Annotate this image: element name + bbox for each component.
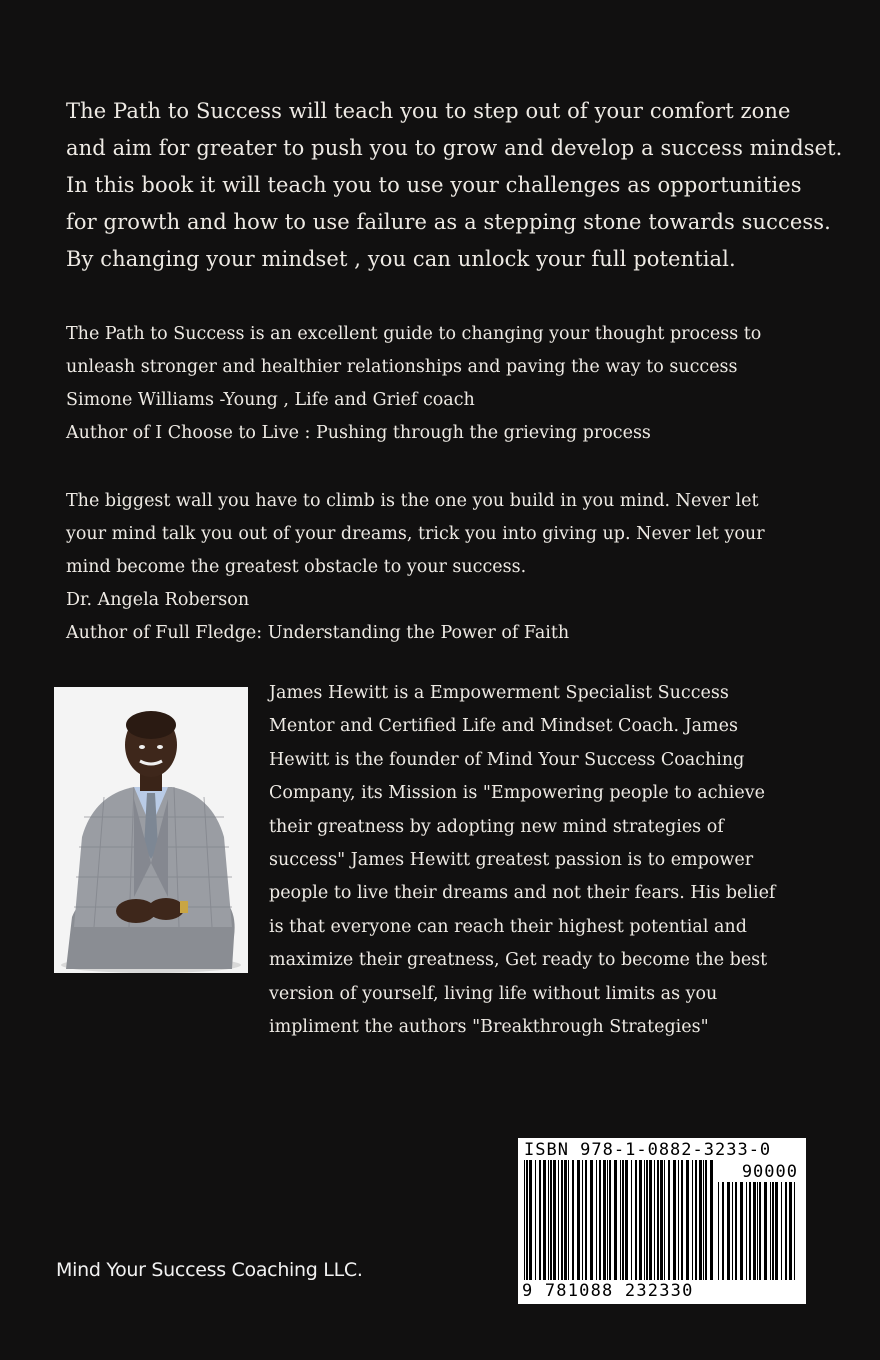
barcode-bar — [529, 1160, 532, 1280]
barcode-bar — [699, 1160, 702, 1280]
barcode-bar — [657, 1160, 659, 1280]
barcode-bar — [585, 1160, 587, 1280]
author-bio — [269, 677, 849, 1044]
barcode-bar — [775, 1182, 778, 1280]
ean-barcode-bars — [524, 1160, 714, 1280]
barcode-bar — [785, 1182, 787, 1280]
barcode-bar — [759, 1182, 761, 1280]
endorsement-line: your mind talk you out of your dreams, trick you into giving up. Never let your — [66, 524, 765, 544]
price-code: 90000 — [741, 1162, 798, 1182]
barcode-bar — [553, 1160, 556, 1280]
bio-line: impliment the authors "Breakthrough Strategies" — [269, 1017, 709, 1038]
barcode-bar — [548, 1160, 549, 1280]
barcode-bar — [535, 1160, 536, 1280]
bio-line: their greatness by adopting new mind strategies of — [269, 816, 724, 837]
endorsement-line: The Path to Success is an excellent guide to changing your thought process to — [66, 324, 762, 344]
barcode-bar — [695, 1160, 697, 1280]
barcode-bar — [625, 1160, 628, 1280]
endorsement-line: mind become the greatest obstacle to your success. — [66, 557, 527, 577]
bio-line: people to live their dreams and not their fears. His belief — [269, 883, 776, 904]
barcode-bar — [614, 1160, 617, 1280]
bio-line: Hewitt is the founder of Mind Your Success Coaching — [269, 749, 745, 770]
barcode-bar — [722, 1182, 724, 1280]
barcode-bar — [753, 1182, 756, 1280]
barcode-bar — [727, 1182, 730, 1280]
barcode-bar — [770, 1182, 771, 1280]
bio-line: version of yourself, living life without limits as you — [269, 983, 718, 1004]
isbn-barcode — [518, 1138, 806, 1304]
endorsement-author: Simone Williams -Young , Life and Grief coach — [66, 390, 475, 410]
endorsement-author-book: Author of I Choose to Live : Pushing through the grieving process — [66, 423, 651, 443]
barcode-bar — [607, 1160, 608, 1280]
blurb-line: for growth and how to use failure as a stepping stone towards success. — [66, 210, 831, 234]
barcode-bar — [596, 1160, 597, 1280]
barcode-bar — [772, 1182, 774, 1280]
barcode-bar — [705, 1160, 707, 1280]
barcode-bar — [558, 1160, 559, 1280]
barcode-bar — [590, 1160, 593, 1280]
barcode-bar — [620, 1160, 621, 1280]
barcode-bar — [681, 1160, 683, 1280]
ean-digits: 9 781088 232330 — [522, 1281, 694, 1301]
barcode-bar — [639, 1160, 642, 1280]
bio-line: Company, its Mission is "Empowering people to achieve — [269, 783, 766, 804]
barcode-bar — [686, 1160, 689, 1280]
barcode-bar — [735, 1182, 737, 1280]
blurb-line: The Path to Success will teach you to step out of your comfort zone — [66, 99, 791, 123]
barcode-bar — [646, 1160, 648, 1280]
barcode-bar — [789, 1182, 792, 1280]
barcode-bar — [660, 1160, 663, 1280]
blurb-paragraph — [66, 93, 856, 278]
barcode-bar — [673, 1160, 676, 1280]
isbn-label: ISBN 978-1-0882-3233-0 — [524, 1140, 772, 1160]
barcode-bar — [572, 1160, 574, 1280]
barcode-bar — [644, 1160, 645, 1280]
barcode-bar — [764, 1182, 767, 1280]
barcode-bar — [678, 1160, 679, 1280]
endorsement-angela — [66, 485, 856, 650]
barcode-bar — [582, 1160, 583, 1280]
barcode-bar — [635, 1160, 637, 1280]
barcode-bar — [564, 1160, 567, 1280]
barcode-bar — [649, 1160, 652, 1280]
barcode-bar — [781, 1182, 782, 1280]
endorsement-author-book: Author of Full Fledge: Understanding the Power of Faith — [66, 623, 570, 643]
bio-line: success" James Hewitt greatest passion is to empower — [269, 850, 754, 871]
barcode-bar — [703, 1160, 704, 1280]
barcode-bar — [561, 1160, 563, 1280]
endorsement-simone — [66, 318, 856, 450]
barcode-bar — [710, 1160, 713, 1280]
blurb-line: In this book it will teach you to use your challenges as opportunities — [66, 173, 802, 197]
barcode-bar — [794, 1182, 795, 1280]
author-photo — [54, 687, 248, 973]
barcode-bar — [526, 1160, 528, 1280]
barcode-bar — [749, 1182, 751, 1280]
publisher-name: Mind Your Success Coaching LLC. — [56, 1259, 363, 1281]
barcode-bar — [539, 1160, 541, 1280]
addon-barcode-bars — [718, 1182, 798, 1280]
bio-line: Mentor and Certified Life and Mindset Coach. James — [269, 716, 738, 737]
barcode-bar — [668, 1160, 670, 1280]
bio-line: is that everyone can reach their highest potential and — [269, 916, 747, 937]
bio-line: maximize their greatness, Get ready to become the best — [269, 950, 768, 971]
barcode-bar — [664, 1160, 665, 1280]
barcode-bar — [599, 1160, 601, 1280]
barcode-bar — [631, 1160, 632, 1280]
barcode-bar — [746, 1182, 747, 1280]
barcode-bar — [654, 1160, 655, 1280]
bio-line: James Hewitt is a Empowerment Specialist Success — [269, 683, 729, 703]
barcode-bar — [732, 1182, 733, 1280]
barcode-bar — [568, 1160, 569, 1280]
blurb-line: and aim for greater to push you to grow and develop a success mindset. — [66, 136, 843, 160]
barcode-bar — [577, 1160, 580, 1280]
endorsement-line: The biggest wall you have to climb is the one you build in you mind. Never let — [66, 491, 759, 511]
barcode-bar — [603, 1160, 606, 1280]
barcode-bar — [543, 1160, 546, 1280]
barcode-bar — [609, 1160, 611, 1280]
barcode-bar — [692, 1160, 693, 1280]
blurb-line: By changing your mindset , you can unlock your full potential. — [66, 247, 736, 271]
endorsement-author: Dr. Angela Roberson — [66, 590, 250, 610]
barcode-bar — [718, 1182, 719, 1280]
barcode-bar — [740, 1182, 743, 1280]
barcode-bar — [622, 1160, 624, 1280]
barcode-bar — [524, 1160, 525, 1280]
barcode-bar — [757, 1182, 758, 1280]
endorsement-line: unleash stronger and healthier relationships and paving the way to success — [66, 357, 738, 377]
barcode-bar — [550, 1160, 552, 1280]
